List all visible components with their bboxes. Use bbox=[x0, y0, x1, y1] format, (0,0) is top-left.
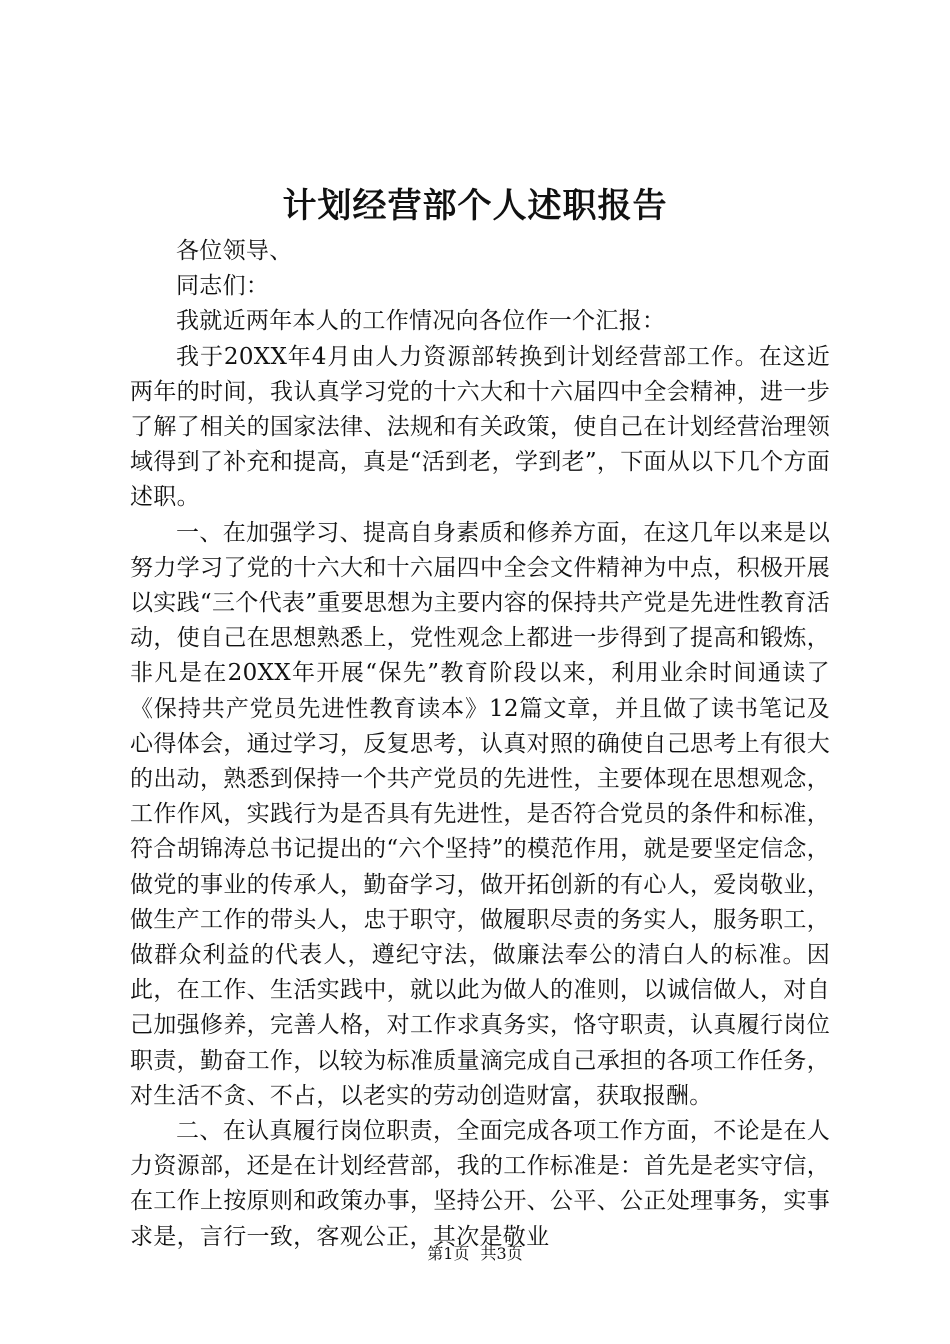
salutation-line-1: 各位领导、 bbox=[176, 238, 293, 264]
page-number: 第1页 bbox=[427, 1244, 470, 1263]
page-total: 共3页 bbox=[480, 1244, 523, 1263]
section-one-paragraph: 一、在加强学习、提高自身素质和修养方面，在这几年以来是以努力学习了党的十六大和十六届四中全会文件精神为中点，积极开展以实践“三个代表”重要思想为主要内容的保持共产党是先进性教育活动，使自己在思想熟悉上，党性观念上都进一步得到了提高和锻炼，非凡是在20XX年开展“保先”教育阶段以来，利用业余时间通读了《保持共产党员先进性教育读本》12篇文章，并且做了读书笔记及心得体会，通过学习，反复思考，认真对照的确使自己思考上有很大的出动，熟悉到保持一个共产党员的先进性，主要体现在思想观念，工作作风，实践行为是否具有先进性，是否符合党员的条件和标准，符合胡锦涛总书记提出的“六个坚持”的模范作用，就是要坚定信念，做党的事业的传承人，勤奋学习，做开拓创新的有心人，爱岗敬业，做生产工作的带头人，忠于职守，做履职尽责的务实人，服务职工，做群众利益的代表人，遵纪守法，做廉法奉公的清白人的标准。因此，在工作、生活实践中，就以此为做人的准则，以诚信做人，对自己加强修养，完善人格，对工作求真务实，恪守职责，认真履行岗位职责，勤奋工作，以较为标准质量滴完成自己承担的各项工作任务，对生活不贪、不占，以老实的劳动创造财富，获取报酬。 bbox=[130, 519, 830, 1109]
intro-paragraph: 我就近两年本人的工作情况向各位作一个汇报： bbox=[176, 308, 666, 335]
background-paragraph: 我于20XX年4月由人力资源部转换到计划经营部工作。在这近两年的时间，我认真学习党的十六大和十六届四中全会精神，进一步了解了相关的国家法律、法规和有关政策，使自己在计划经营治理领域得到了补充和提高，真是“活到老，学到老”，下面从以下几个方面述职。 bbox=[130, 343, 830, 511]
section-two-paragraph: 二、在认真履行岗位职责，全面完成各项工作方面，不论是在人力资源部，还是在计划经营部，我的工作标准是：首先是老实守信，在工作上按原则和政策办事，坚持公开、公平、公正处理事务，实事求是，言行一致，客观公正，其次是敬业 bbox=[130, 1118, 830, 1250]
document-body bbox=[130, 234, 830, 1255]
document-title: 计划经营部个人述职报告 bbox=[282, 186, 668, 226]
salutation-line-2: 同志们： bbox=[176, 273, 270, 300]
page-footer bbox=[0, 1244, 950, 1264]
